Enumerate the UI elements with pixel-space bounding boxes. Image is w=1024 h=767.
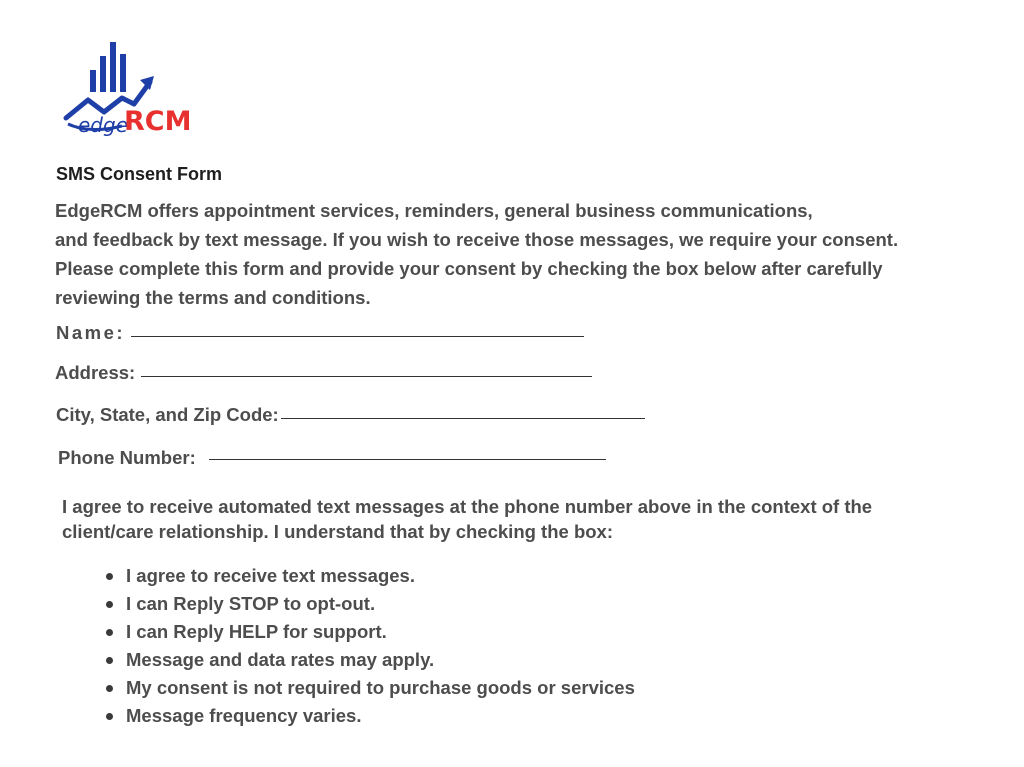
list-item-text: My consent is not required to purchase goods or services xyxy=(126,677,635,698)
list-item-text: I can Reply HELP for support. xyxy=(126,621,387,642)
bullet-icon xyxy=(106,601,113,608)
agreement-line: client/care relationship. I understand that by checking the box: xyxy=(62,521,613,542)
list-item xyxy=(104,646,635,674)
logo-text-rcm: RCM xyxy=(124,106,192,137)
logo-text-edge: edge xyxy=(78,113,128,137)
bullet-icon xyxy=(106,685,113,692)
list-item xyxy=(104,590,635,618)
address-label: Address: xyxy=(55,362,136,383)
list-item-text: Message and data rates may apply. xyxy=(126,649,435,670)
name-field xyxy=(56,322,584,344)
address-field xyxy=(55,362,592,384)
logo-graphic xyxy=(60,38,192,142)
phone-label: Phone Number: xyxy=(58,447,196,468)
bullet-icon xyxy=(106,713,113,720)
list-item-text: Message frequency varies. xyxy=(126,705,362,726)
phone-input-line[interactable] xyxy=(209,459,606,460)
list-item-text: I can Reply STOP to opt-out. xyxy=(126,593,376,614)
edgercm-logo xyxy=(60,38,192,142)
address-input-line[interactable] xyxy=(141,376,592,377)
form-title: SMS Consent Form xyxy=(56,164,223,184)
city-state-zip-field xyxy=(56,404,645,426)
intro-line: EdgeRCM offers appointment services, reminders, general business communications, xyxy=(55,200,813,221)
name-input-line[interactable] xyxy=(131,336,584,337)
consent-terms-list xyxy=(104,562,635,730)
list-item xyxy=(104,618,635,646)
city-state-zip-label: City, State, and Zip Code: xyxy=(56,404,279,425)
intro-line: Please complete this form and provide your consent by checking the box below after carefully xyxy=(55,258,883,279)
agreement-paragraph xyxy=(62,494,962,544)
bullet-icon xyxy=(106,657,113,664)
list-item xyxy=(104,702,635,730)
bullet-icon xyxy=(106,573,113,580)
phone-field xyxy=(58,447,606,469)
list-item-text: I agree to receive text messages. xyxy=(126,565,415,586)
agreement-line: I agree to receive automated text messages at the phone number above in the context of the xyxy=(62,496,873,517)
list-item xyxy=(104,562,635,590)
intro-paragraph xyxy=(55,196,995,312)
list-item xyxy=(104,674,635,702)
intro-line: reviewing the terms and conditions. xyxy=(55,287,371,308)
bullet-icon xyxy=(106,629,113,636)
name-label: Name: xyxy=(56,322,126,343)
intro-line: and feedback by text message. If you wish to receive those messages, we require your consent. xyxy=(55,229,899,250)
city-state-zip-input-line[interactable] xyxy=(281,418,645,419)
